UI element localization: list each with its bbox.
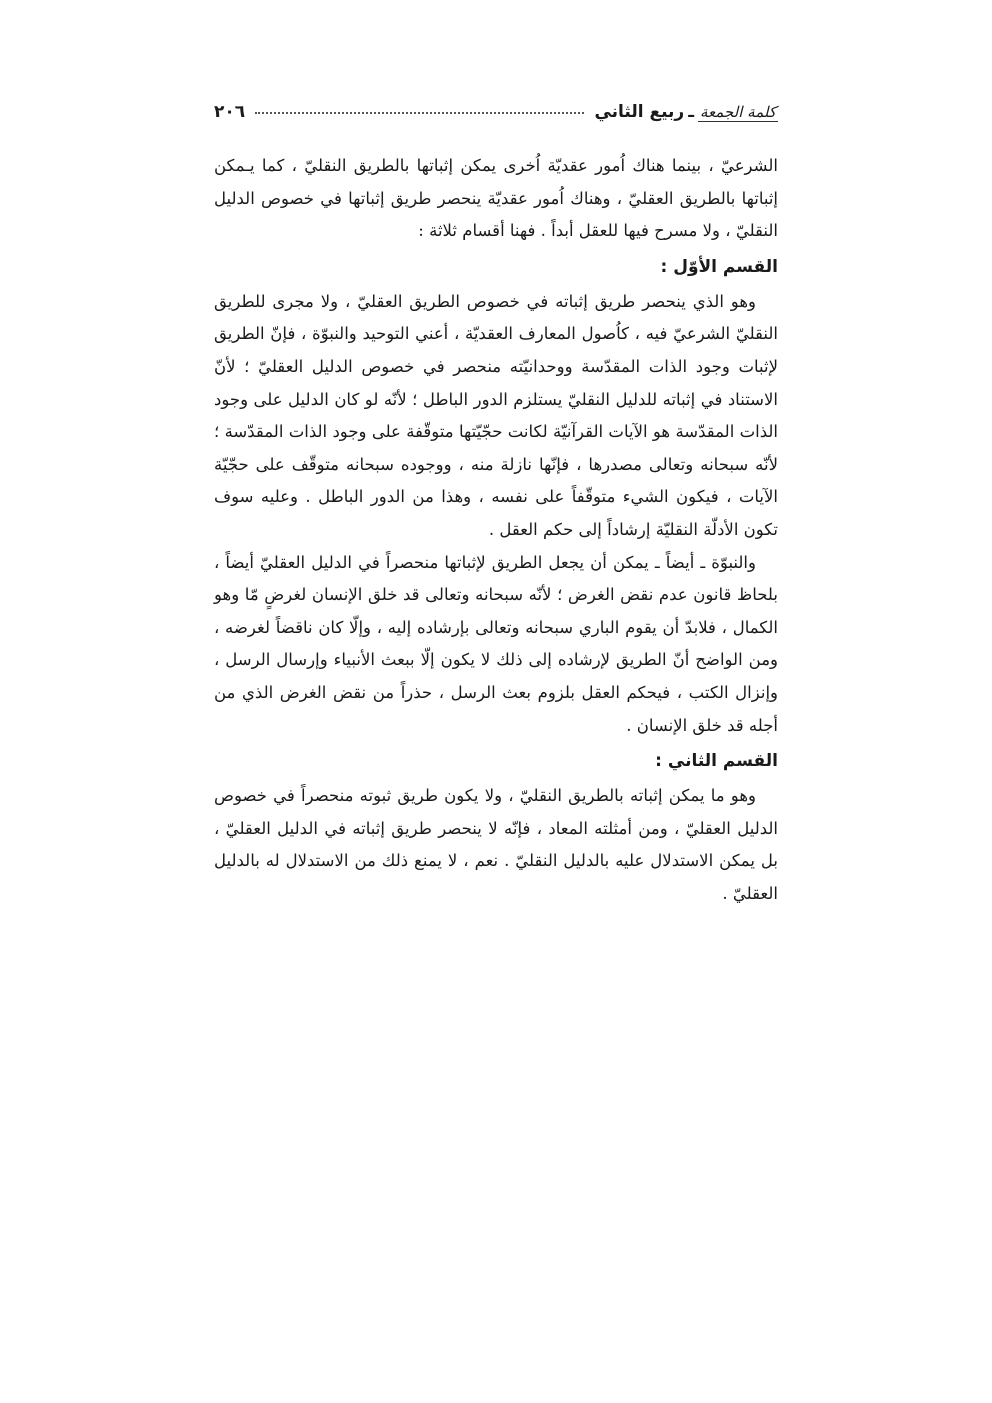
running-title [594,102,778,122]
title-separator: ـ [688,102,695,122]
running-title-text: ربيع الثاني [594,102,685,122]
paragraph-prophethood: والنبوّة ـ أيضاً ـ يمكن أن يجعل الطريق لإثباتها منحصراً في الدليل العقليّ أيضاً ، بلحاظ قانون عدم نقض الغرض ؛ لأنّه سبحانه وتعالى قد خلق الإنسان لغرضٍ مّا وهو الكمال ، فلابدّ أن يقوم الباري سبحانه وتعالى بإرشاده إليه ، وإلّا كان ناقضاً لغرضه ، ومن الواضح أنّ الطريق لإرشاده إلى ذلك لا يكون إلّا ببعث الأنبياء وإرسال الرسل ، وإنزال الكتب ، فيحكم العقل بلزوم بعث الرسل ، حذراً من نقض الغرض الذي من أجله قد خلق الإنسان . [214,552,778,735]
page-body [214,150,778,910]
paragraph-second-section: وهو ما يمكن إثباته بالطريق النقليّ ، ولا يكون طريق ثبوته منحصراً في خصوص الدليل العقليّ ، ومن أمثلته المعاد ، فإنّه لا ينحصر طريق إثباته في الدليل العقليّ ، بل يمكن الاستدلال عليه بالدليل النقليّ . نعم ، لا يمنع ذلك من الاستدلال له بالدليل العقليّ . [214,786,778,903]
dotted-leader [255,111,584,114]
page-header [214,92,778,132]
paragraph-continuation: الشرعيّ ، بينما هناك اُمور عقديّة اُخرى يمكن إثباتها بالطريق النقليّ ، كما يـمكن إثباتها بالطريق العقليّ ، وهناك اُمور عقديّة ينحصر طريق إثباتها في خصوص الدليل النقليّ ، ولا مسرح فيها للعقل أبداً . فهنا أقسام ثلاثة : [214,156,778,241]
paragraph-first-section: وهو الذي ينحصر طريق إثباته في خصوص الطريق العقليّ ، ولا مجرى للطريق النقليّ الشرعيّ فيه ، كاُصول المعارف العقديّة ، أعني التوحيد والنبوّة ، فإنّ الطريق لإثبات وجود الذات المقدّسة ووحدانيّته منحصر في خصوص الدليل العقليّ ؛ لأنّ الاستناد في إثباته للدليل النقليّ يستلزم الدور الباطل ؛ لأنّه لو كان الدليل على وجود الذات المقدّسة هو الآيات القرآنيّة لكانت حجّيّتها متوقّفة على وجود الذات المقدّسة ؛ لأنّه سبحانه وتعالى مصدرها ، فإنّها نازلة منه ، ووجوده سبحانه متوقّف على حجّيّة الآيات ، فيكون الشيء متوقّفاً على نفسه ، وهذا من الدور الباطل . وعليه سوف تكون الأدلّة النقليّة إرشاداً إلى حكم العقل . [214,291,778,539]
page-number: ٢٠٦ [214,102,246,122]
section-heading-first: القسم الأوّل : [660,256,778,277]
section-heading-second: القسم الثاني : [655,751,778,772]
book-logo: كلمة الجمعة [700,102,776,121]
